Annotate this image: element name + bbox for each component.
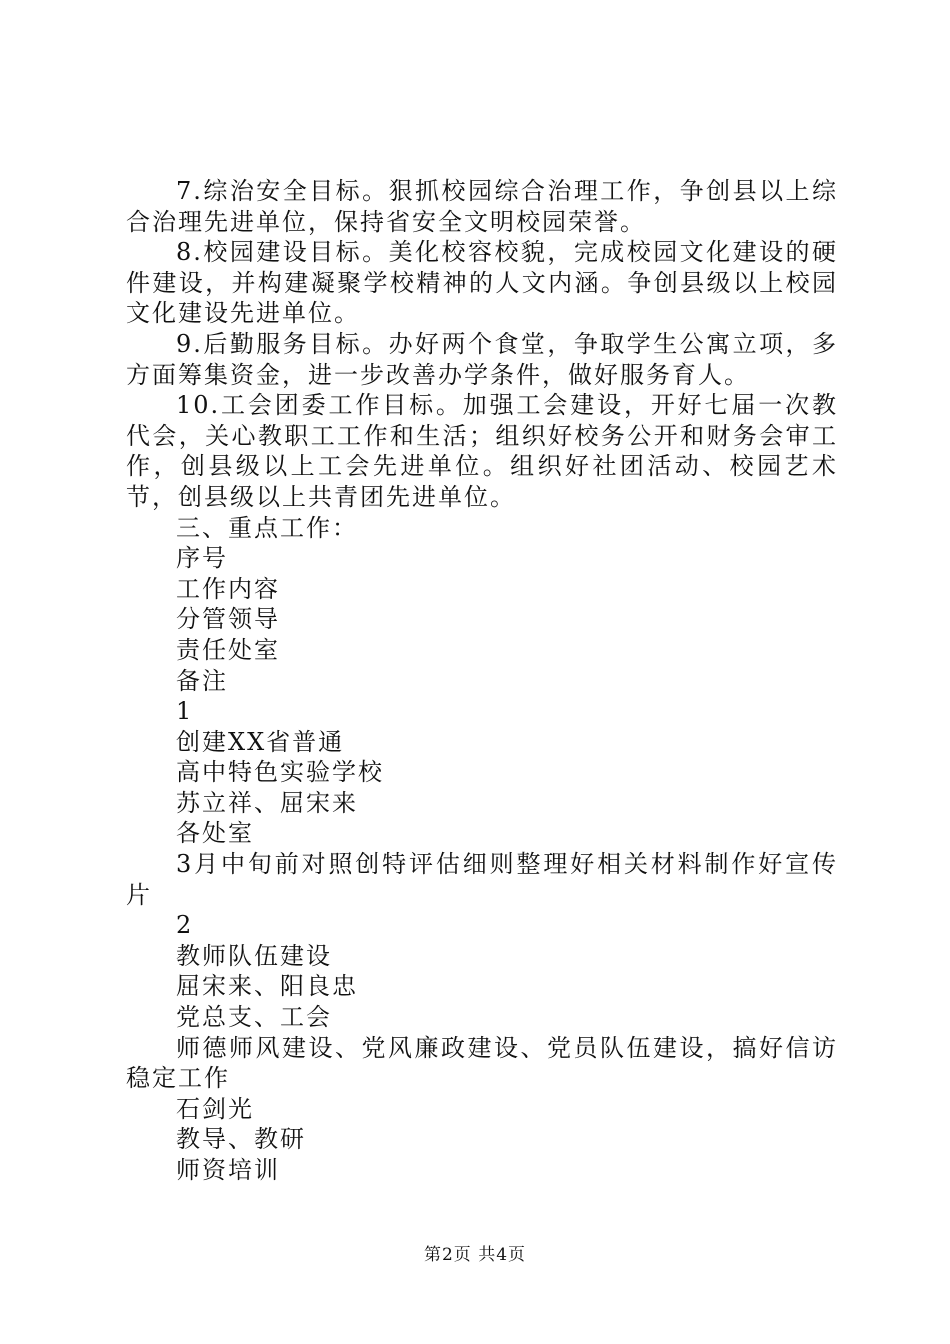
table-header-leader: 分管领导 bbox=[176, 605, 280, 634]
paragraph-goal-8: 8.校园建设目标。美化校容校貌，完成校园文化建设的硬件建设，并构建凝聚学校精神的人文内涵。争创县级以上校园文化建设先进单位。 bbox=[126, 238, 838, 328]
table-header-department: 责任处室 bbox=[176, 635, 280, 664]
row-1-content-line-1: 创建XX省普通 bbox=[176, 727, 345, 756]
row-1-leader: 苏立祥、屈宋来 bbox=[176, 788, 358, 817]
row-2-department: 党总支、工会 bbox=[176, 1003, 332, 1032]
table-header-remarks: 备注 bbox=[176, 666, 228, 695]
row-1-remarks: 3月中旬前对照创特评估细则整理好相关材料制作好宣传片 bbox=[126, 850, 838, 909]
row-1-department: 各处室 bbox=[176, 819, 254, 848]
row-2-remarks: 师德师风建设、党风廉政建设、党员队伍建设，搞好信访稳定工作 bbox=[126, 1033, 838, 1093]
section-heading-key-work: 三、重点工作： bbox=[176, 513, 358, 542]
page-number-footer: 第2页 共4页 bbox=[423, 1245, 527, 1265]
paragraph-goal-10: 10.工会团委工作目标。加强工会建设，开好七届一次教代会，关心教职工工作和生活；组织好校务公开和财务会审工作，创县级以上工会先进单位。组织好社团活动、校园艺术节，创县级以上共青团先进单位。 bbox=[126, 391, 838, 511]
document-body bbox=[126, 176, 838, 1186]
paragraph-goal-9: 9.后勤服务目标。办好两个食堂，争取学生公寓立项，多方面筹集资金，进一步改善办学条件，做好服务育人。 bbox=[126, 329, 838, 389]
row-1-number: 1 bbox=[176, 697, 194, 726]
row-2-number: 2 bbox=[176, 911, 194, 940]
row-3-leader: 石剑光 bbox=[176, 1094, 254, 1123]
row-3-department: 教导、教研 bbox=[176, 1125, 306, 1154]
table-header-content: 工作内容 bbox=[176, 574, 280, 603]
row-2-leader: 屈宋来、阳良忠 bbox=[176, 972, 358, 1001]
table-header-number: 序号 bbox=[176, 544, 228, 573]
row-1-content-line-2: 高中特色实验学校 bbox=[176, 758, 384, 787]
row-3-content: 师资培训 bbox=[176, 1156, 280, 1184]
row-2-content: 教师队伍建设 bbox=[176, 941, 332, 970]
paragraph-goal-7: 7.综治安全目标。狠抓校园综合治理工作，争创县以上综合治理先进单位，保持省安全文明校园荣誉。 bbox=[126, 177, 838, 236]
